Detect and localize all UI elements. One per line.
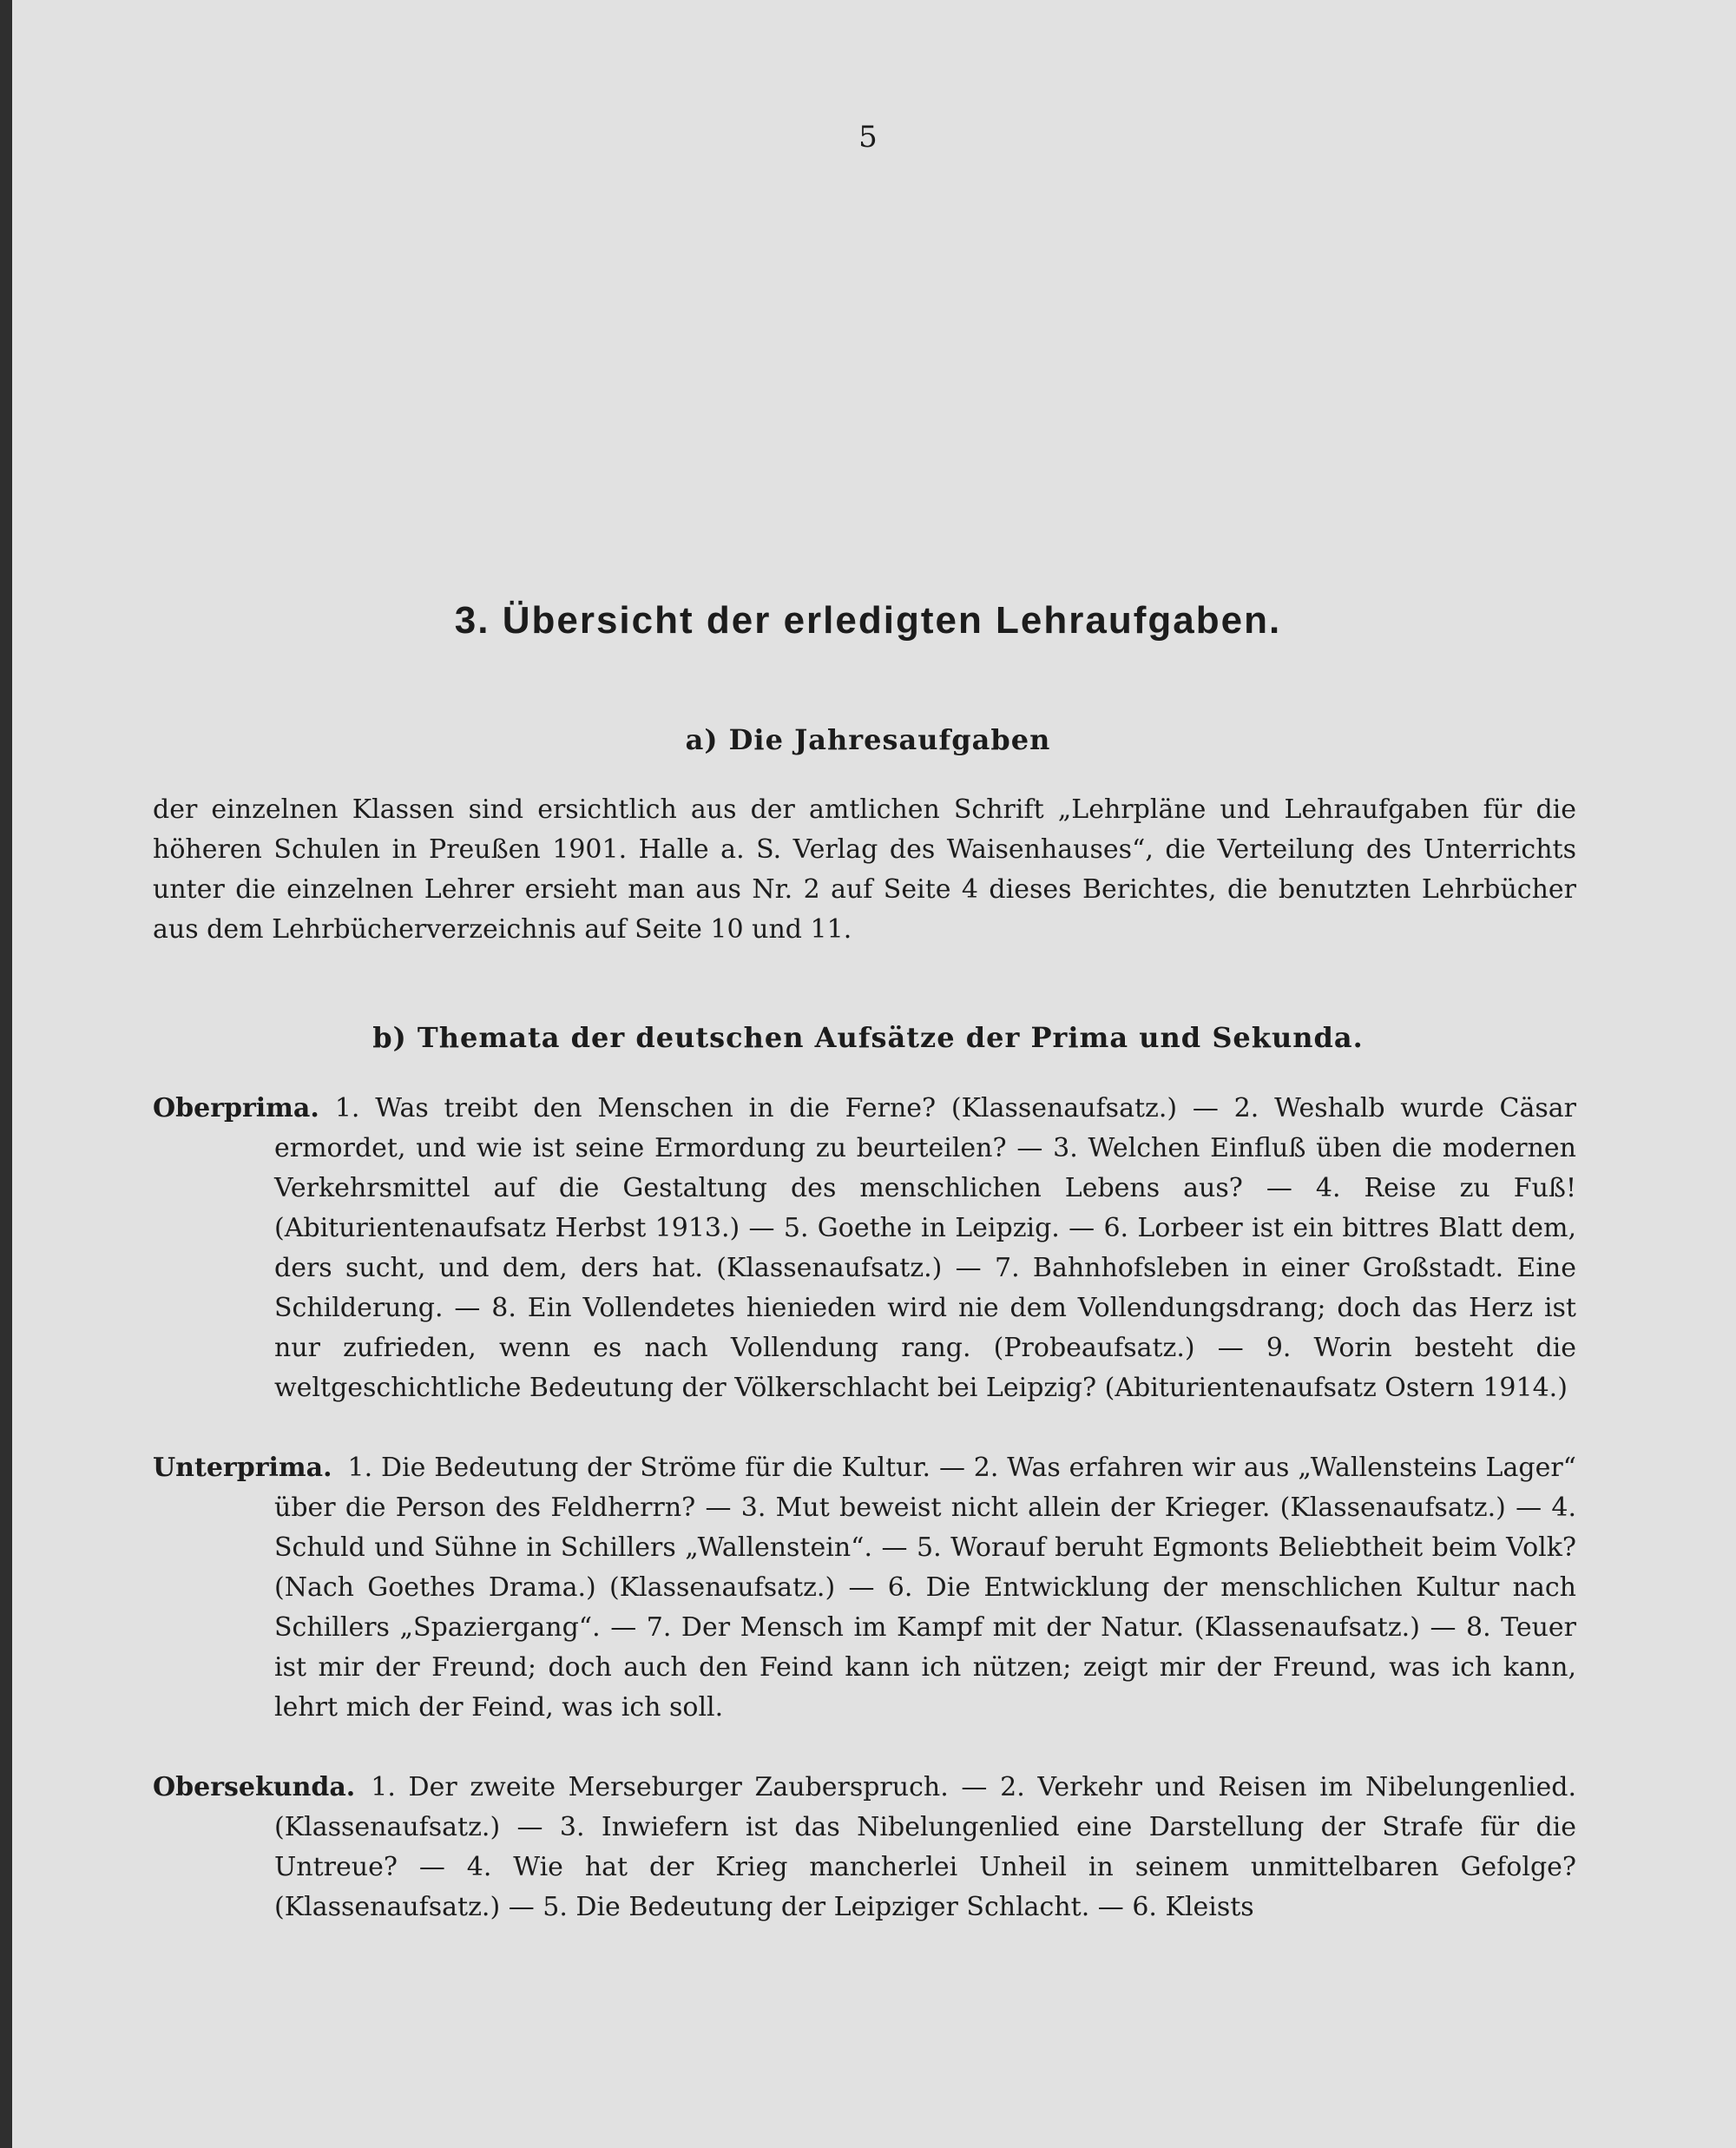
topic-block-oberprima bbox=[153, 1089, 1576, 1408]
heading-jahresaufgaben: a) Die Jahresaufgaben bbox=[685, 723, 1051, 756]
topics-oberprima: 1. Was treibt den Menschen in die Ferne? (Klassenaufsatz.) — 2. Weshalb wurde Cäsar ermordet, und wie ist seine Ermordung zu beurteilen? — 3. Welchen Einfluß üben die modernen Verkehrsmittel auf die Gestaltung des menschlichen Lebens aus? — 4. Reise zu Fuß! (Abiturientenaufsatz Herbst 1913.) — 5. Goethe in Leipzig. — 6. Lorbeer ist ein bittres Blatt dem, ders sucht, und dem, ders hat. (Klassenaufsatz.) — 7. Bahnhofsleben in einer Großstadt. Eine Schilderung. — 8. Ein Vollendetes hienieden wird nie dem Vollendungsdrang; doch das Herz ist nur zufrieden, wenn es nach Vollendung rang. (Probeaufsatz.) — 9. Worin besteht die weltgeschichtliche Bedeutung der Völkerschlacht bei Leipzig? (Abiturientenaufsatz Ostern 1914.) bbox=[274, 1093, 1576, 1403]
topic-block-unterprima bbox=[153, 1448, 1576, 1728]
topics-obersekunda: 1. Der zweite Merseburger Zauberspruch. — 2. Verkehr und Reisen im Nibelungenlied. (Klassenaufsatz.) — 3. Inwiefern ist das Nibelungenlied eine Darstellung der Strafe für die Untreue? — 4. Wie hat der Krieg mancherlei Unheil in seinem unmittelbaren Gefolge? (Klassenaufsatz.) — 5. Die Bedeutung der Leipziger Schlacht. — 6. Kleists bbox=[274, 1772, 1576, 1922]
topic-block-obersekunda bbox=[153, 1768, 1576, 1927]
class-label-unterprima: Unterprima. bbox=[153, 1453, 332, 1483]
topics-unterprima: 1. Die Bedeutung der Ströme für die Kultur. — 2. Was erfahren wir aus „Wallensteins Lager“ über die Person des Feldherrn? — 3. Mut beweist nicht allein der Krieger. (Klassenaufsatz.) — 4. Schuld und Sühne in Schillers „Wallenstein“. — 5. Worauf beruht Egmonts Beliebtheit beim Volk? (Nach Goethes Drama.) (Klassenaufsatz.) — 6. Die Entwicklung der menschlichen Kultur nach Schillers „Spaziergang“. — 7. Der Mensch im Kampf mit der Natur. (Klassenaufsatz.) — 8. Teuer ist mir der Freund; doch auch den Feind kann ich nützen; zeigt mir der Freund, was ich kann, lehrt mich der Feind, was ich soll. bbox=[274, 1453, 1576, 1723]
class-label-obersekunda: Obersekunda. bbox=[153, 1772, 356, 1802]
heading-themata: b) Themata der deutschen Aufsätze der Prima und Sekunda. bbox=[372, 1021, 1364, 1054]
class-label-oberprima: Oberprima. bbox=[153, 1093, 319, 1123]
page-number: 5 bbox=[858, 120, 878, 155]
section-title: 3. Übersicht der erledigten Lehraufgaben. bbox=[454, 599, 1282, 642]
intro-paragraph: der einzelnen Klassen sind ersichtlich aus der amtlichen Schrift „Lehrpläne und Lehraufgaben für die höheren Schulen in Preußen 1901. Halle a. S. Verlag des Waisenhauses“, die Verteilung des Unterrichts unter die einzelnen Lehrer ersieht man aus Nr. 2 auf Seite 4 dieses Berichtes, die benutzten Lehrbücher aus dem Lehrbücherverzeichnis auf Seite 10 und 11. bbox=[153, 794, 1576, 945]
document-page bbox=[12, 0, 1736, 2148]
